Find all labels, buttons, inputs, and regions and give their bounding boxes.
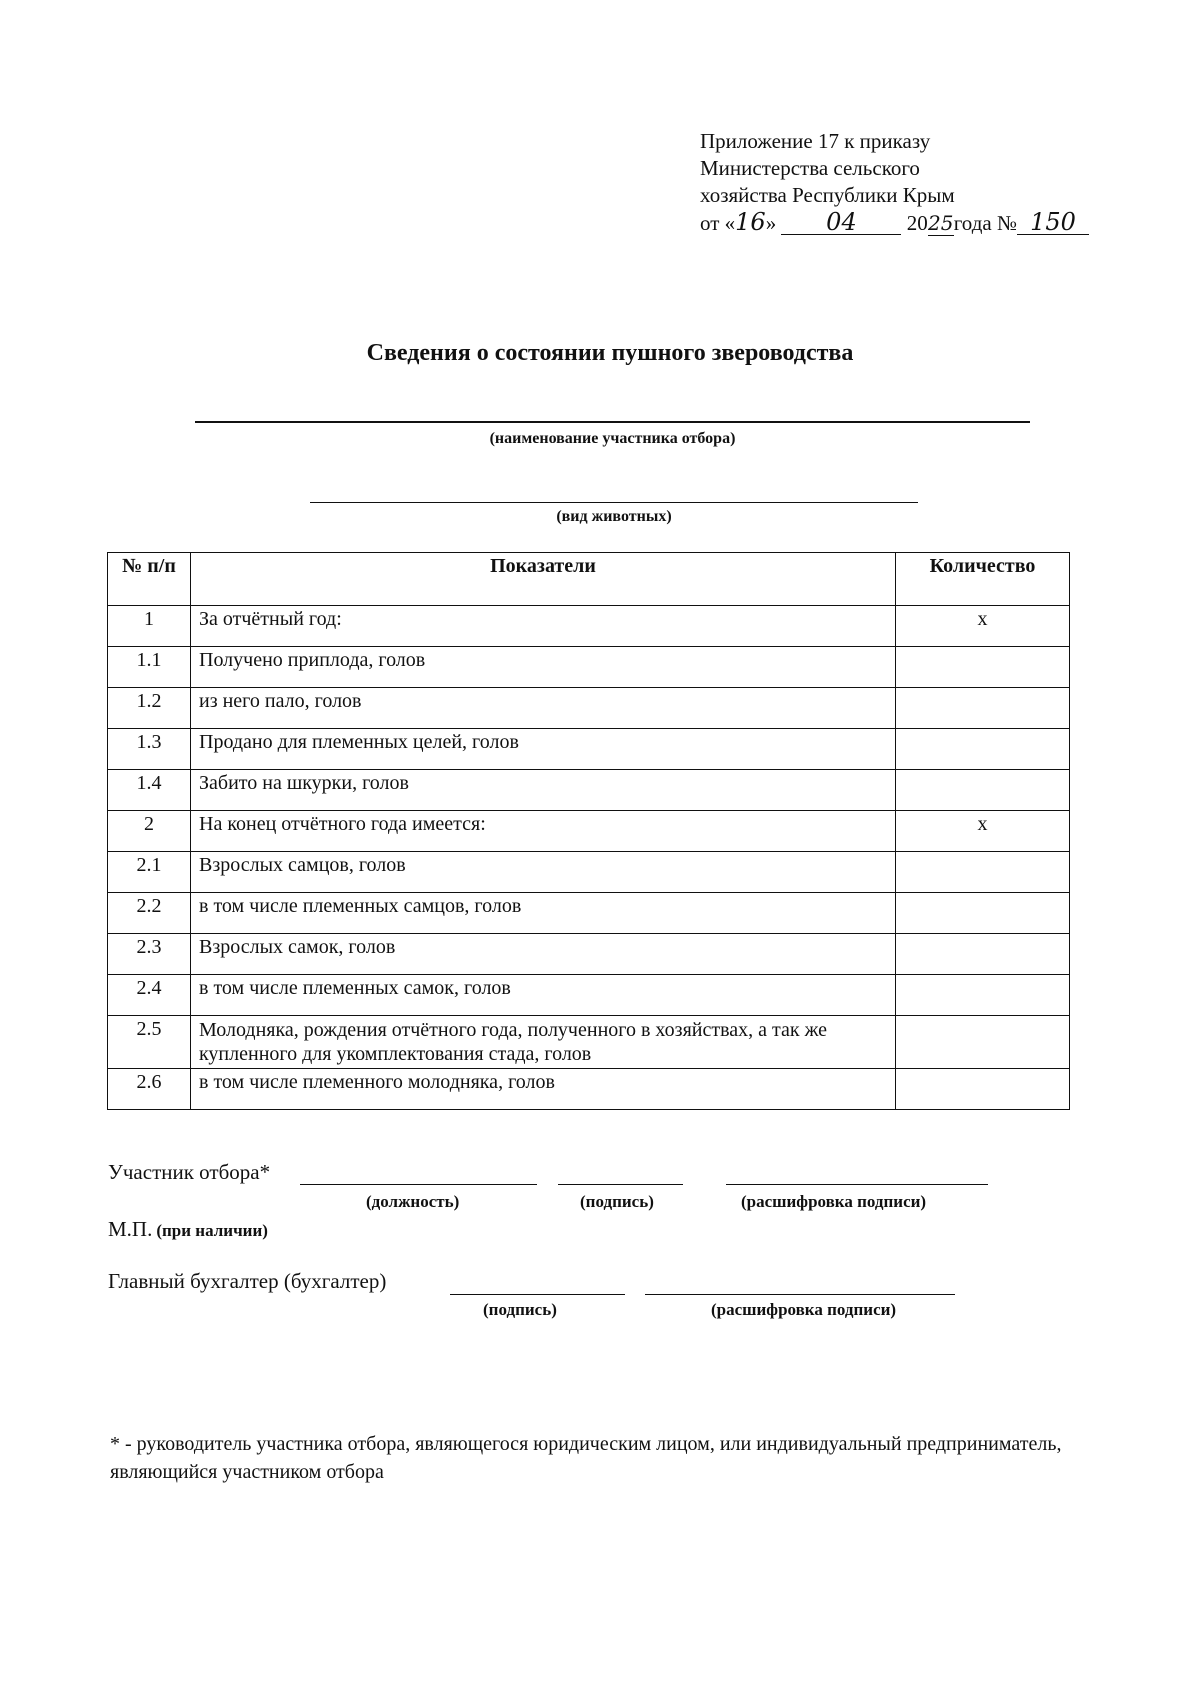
date-day: 16: [735, 208, 766, 236]
header-num: № п/п: [108, 553, 191, 606]
footnote: * - руководитель участника отбора, являющегося юридическим лицом, или индивидуальный предприниматель, являющийся участником отбора: [110, 1433, 1062, 1483]
table-row: [108, 729, 1070, 770]
table-row: [108, 811, 1070, 852]
row-qty: [896, 1016, 1070, 1069]
row-qty: х: [896, 606, 1070, 647]
appendix-date-line: [700, 209, 1089, 237]
row-num: 1.3: [108, 729, 191, 770]
acc-decoding-line: [645, 1294, 955, 1295]
row-label: в том числе племенных самок, голов: [191, 975, 896, 1016]
row-qty: [896, 647, 1070, 688]
row-qty: [896, 893, 1070, 934]
row-label: из него пало, голов: [191, 688, 896, 729]
table-row: [108, 975, 1070, 1016]
year-suffix: 25: [927, 211, 954, 235]
table-header-row: [108, 553, 1070, 606]
row-label: в том числе племенных самцов, голов: [191, 893, 896, 934]
decoding-line: [726, 1184, 988, 1185]
row-label: Получено приплода, голов: [191, 647, 896, 688]
table-row: [108, 1016, 1070, 1069]
row-num: 2.5: [108, 1016, 191, 1069]
row-qty: [896, 688, 1070, 729]
table-row: [108, 893, 1070, 934]
indicators-table: [107, 552, 1070, 1110]
table-row: [108, 770, 1070, 811]
participant-label: Участник отбора*: [108, 1160, 271, 1184]
accountant-label: Главный бухгалтер (бухгалтер): [108, 1269, 387, 1293]
participant-caption: (наименование участника отбора): [489, 430, 736, 447]
stamp-label: М.П.: [108, 1217, 153, 1241]
position-caption: (должность): [366, 1192, 460, 1211]
row-num: 1.1: [108, 647, 191, 688]
row-qty: [896, 770, 1070, 811]
order-number: 150: [1017, 210, 1089, 235]
row-label: На конец отчётного года имеется:: [191, 811, 896, 852]
row-label: Молодняка, рождения отчётного года, полученного в хозяйствах, а так же купленного для укомплектования стада, голов: [191, 1016, 896, 1069]
row-qty: [896, 1069, 1070, 1110]
date-month: 04: [781, 210, 901, 235]
signature-caption: (подпись): [580, 1192, 654, 1211]
year-prefix: 20: [906, 211, 928, 235]
document-title: Сведения о состоянии пушного звероводства: [366, 340, 854, 366]
row-num: 1: [108, 606, 191, 647]
table-row: [108, 688, 1070, 729]
row-qty: [896, 934, 1070, 975]
table-row: [108, 647, 1070, 688]
row-num: 2.2: [108, 893, 191, 934]
row-label: Продано для племенных целей, голов: [191, 729, 896, 770]
acc-signature-caption: (подпись): [483, 1300, 557, 1319]
row-num: 2: [108, 811, 191, 852]
row-num: 2.6: [108, 1069, 191, 1110]
acc-decoding-caption: (расшифровка подписи): [711, 1300, 897, 1319]
row-num: 2.4: [108, 975, 191, 1016]
participant-name-line: [195, 421, 1030, 423]
date-prefix: от «: [700, 211, 736, 235]
acc-signature-line: [450, 1294, 625, 1295]
header-indicator: Показатели: [191, 553, 896, 606]
row-label: в том числе племенного молодняка, голов: [191, 1069, 896, 1110]
row-qty: [896, 852, 1070, 893]
row-num: 1.2: [108, 688, 191, 729]
stamp-note: (при наличии): [156, 1221, 268, 1240]
animal-caption: (вид животных): [556, 508, 672, 525]
row-label: За отчётный год:: [191, 606, 896, 647]
row-label: Взрослых самок, голов: [191, 934, 896, 975]
row-qty: [896, 729, 1070, 770]
table-row: [108, 1069, 1070, 1110]
appendix-line-1: Приложение 17 к приказу: [700, 129, 931, 153]
position-line: [300, 1184, 537, 1185]
animal-type-line: [310, 502, 918, 503]
appendix-line-3: хозяйства Республики Крым: [700, 183, 955, 207]
year-word: года №: [953, 211, 1017, 235]
row-label: Взрослых самцов, голов: [191, 852, 896, 893]
date-day-close: »: [765, 211, 777, 235]
stamp-line: [108, 1217, 268, 1242]
signature-line: [558, 1184, 683, 1185]
table-row: [108, 852, 1070, 893]
row-qty: х: [896, 811, 1070, 852]
appendix-line-2: Министерства сельского: [700, 156, 920, 180]
row-qty: [896, 975, 1070, 1016]
row-label: Забито на шкурки, голов: [191, 770, 896, 811]
row-num: 1.4: [108, 770, 191, 811]
table-row: [108, 934, 1070, 975]
row-num: 2.3: [108, 934, 191, 975]
appendix-block: [700, 128, 1089, 237]
header-qty: Количество: [896, 553, 1070, 606]
table-row: [108, 606, 1070, 647]
decoding-caption: (расшифровка подписи): [741, 1192, 927, 1211]
row-num: 2.1: [108, 852, 191, 893]
